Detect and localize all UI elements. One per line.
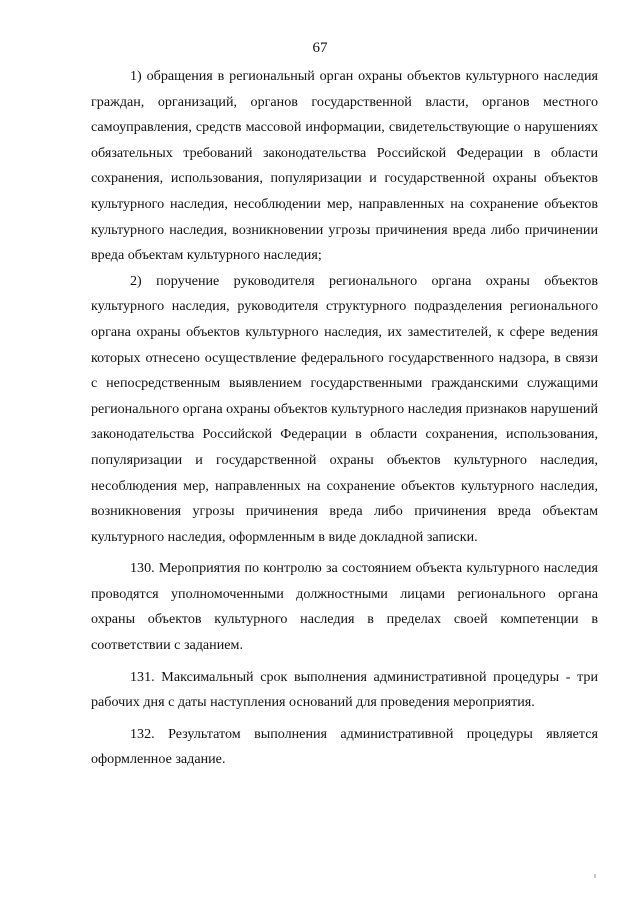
scan-speck [594, 874, 596, 878]
paragraph-item-2: 2) поручение руководителя регионального органа охраны объектов культурного наследия, руководителя структурного подразделения регионального органа охраны объектов культурного наследия, их заместителей, к сфере ведения которых отнесено осуществление федерального государственного надзора, в связи с непосредственным выявлением государственными гражданскими служащими регионального органа охраны объектов культурного наследия признаков нарушений законодательства Российской Федерации в области сохранения, использования, популяризации и государственной охраны объектов культурного наследия, несоблюдения мер, направленных на сохранение объектов культурного наследия, возникновения угрозы причинения вреда либо причинения вреда объектам культурного наследия, оформленным в виде докладной записки. [91, 272, 598, 545]
paragraph-132: 132. Результатом выполнения административной процедуры является оформленное задание. [91, 725, 598, 768]
paragraph-131: 131. Максимальный срок выполнения административной процедуры - три рабочих дня с даты наступления оснований для проведения мероприятия. [91, 668, 598, 711]
document-body [91, 64, 598, 773]
page-number: 67 [312, 40, 328, 56]
paragraph-item-1: 1) обращения в региональный орган охраны объектов культурного наследия граждан, организаций, органов государственной власти, органов местного самоуправления, средств массовой информации, свидетельствующие о нарушениях обязательных требований законодательства Российской Федерации в области сохранения, использования, популяризации и государственной охраны объектов культурного наследия, несоблюдении мер, направленных на сохранение объектов культурного наследия, возникновении угрозы причинения вреда либо причинении вреда объектам культурного наследия; [91, 68, 598, 264]
paragraph-130: 130. Мероприятия по контролю за состоянием объекта культурного наследия проводятся уполномоченными должностными лицами регионального органа охраны объектов культурного наследия в пределах своей компетенции в соответствии с заданием. [91, 560, 598, 654]
